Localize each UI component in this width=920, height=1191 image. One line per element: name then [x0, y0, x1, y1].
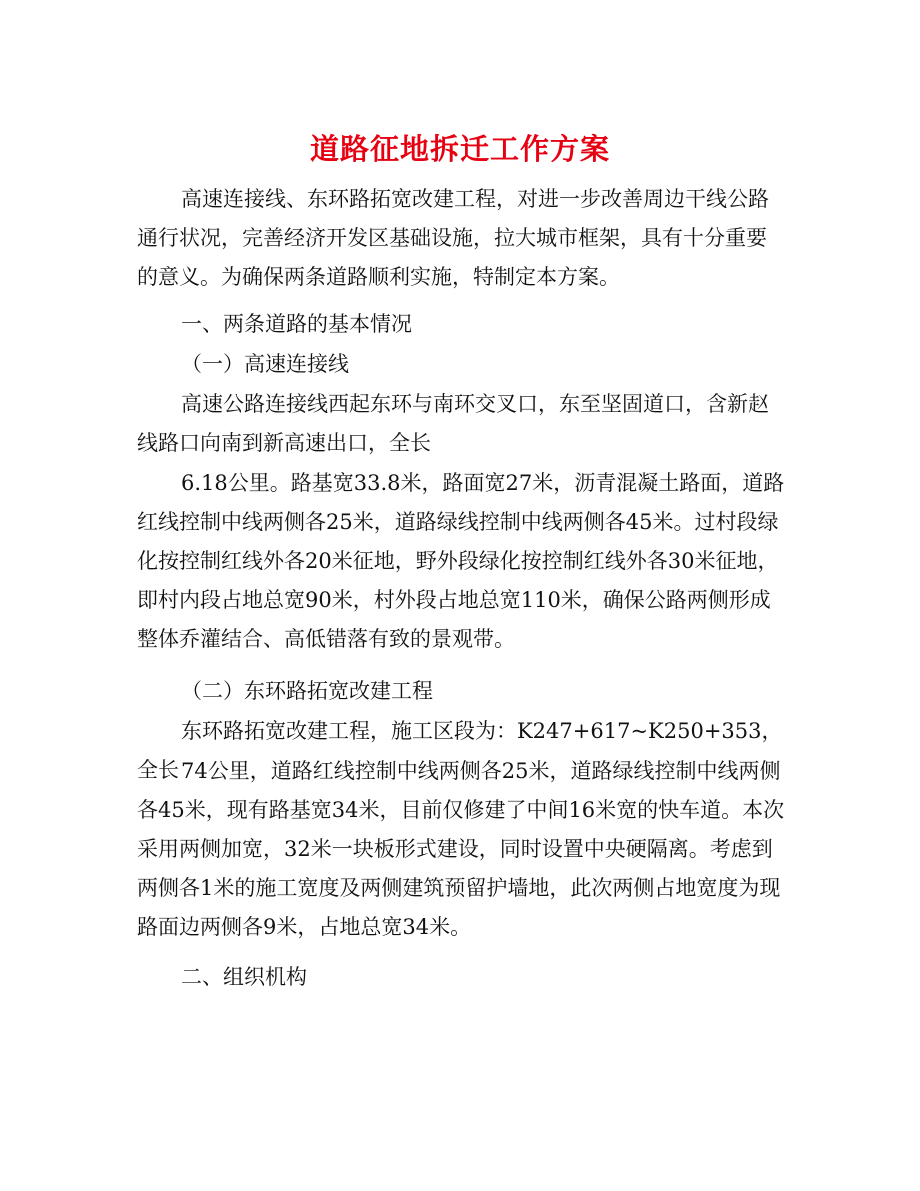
section-heading-1: 一、两条道路的基本情况: [181, 312, 412, 336]
subsection-1-paragraph-a: 高速公路连接线西起东环与南环交叉口，东至坚固道口，含新赵线路口向南到新高速出口，全长: [137, 392, 769, 455]
subsection-2-paragraph-a: 东环路拓宽改建工程，施工区段为：K247+617~K250+353，全长: [137, 719, 783, 782]
intro-paragraph: 高速连接线、东环路拓宽改建工程，对进一步改善周边干线公路通行状况，完善经济开发区基础设施，拉大城市框架，具有十分重要的意义。为确保两条道路顺利实施，特制定本方案。: [137, 187, 769, 289]
document-title: 道路征地拆迁工作方案: [309, 132, 610, 167]
subsection-heading-2: （二）东环路拓宽改建工程: [181, 679, 433, 703]
subsection-2-paragraph-b: 74公里，道路红线控制中线两侧各25米，道路绿线控制中线两侧各45米，现有路基宽34米，目前仅修建了中间16米宽的快车道。本次采用两侧加宽，32米一块板形式建设，同时设置中央硬隔离。考虑到两侧各1米的施工宽度及两侧建筑预留护墙地，此次两侧占地宽度为现路面边两侧各9米，占地总宽34米。: [137, 759, 785, 939]
subsection-1-paragraph-b: 6.18公里。路基宽33.8米，路面宽27米，沥青混凝土路面，道路红线控制中线两侧各25米，道路绿线控制中线两侧各45米。过村段绿化按控制红线外各20米征地，野外段绿化按控制红线外各30米征地，即村内段占地总宽90米，村外段占地总宽110米，确保公路两侧形成整体乔灌结合、高低错落有致的景观带。: [137, 471, 785, 651]
section-heading-2: 二、组织机构: [181, 965, 307, 989]
subsection-heading-1: （一）高速连接线: [181, 352, 349, 376]
